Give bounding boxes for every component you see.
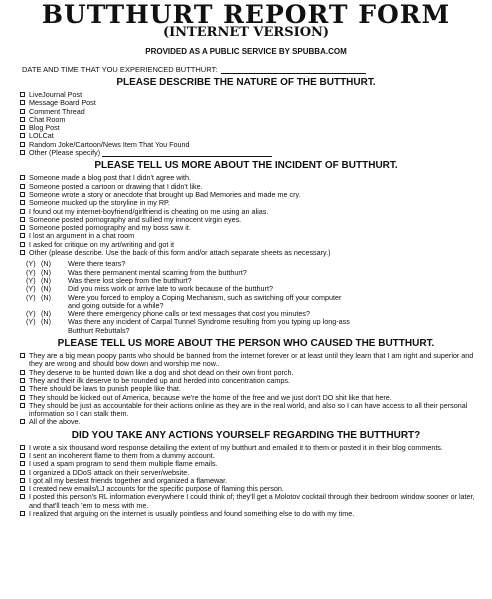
checkbox-label: I wrote a six thousand word response detailing the extent of my butthurt and emailed it to them or posted it in their blog comments. — [29, 442, 443, 452]
checkbox-item[interactable] — [20, 108, 484, 116]
checkbox-icon[interactable] — [20, 175, 25, 180]
nature-list — [8, 91, 484, 157]
checkbox-label: They and their ilk deserve to be rounded up and herded into concentration camps. — [29, 375, 290, 385]
checkbox-label: LOLCat — [29, 131, 54, 141]
no-option[interactable]: (N) — [41, 309, 51, 319]
section-header-nature: PLEASE DESCRIBE THE NATURE OF THE BUTTHURT. — [116, 77, 376, 88]
checkbox-icon[interactable] — [20, 133, 25, 138]
checkbox-icon[interactable] — [20, 494, 25, 499]
checkbox-label: Someone posted a cartoon or drawing that I didn't like. — [29, 181, 203, 191]
checkbox-item[interactable] — [20, 116, 484, 124]
yn-question-continued — [26, 327, 484, 335]
checkbox-icon[interactable] — [20, 117, 25, 122]
checkbox-label: Someone mucked up the storyline in my RP. — [29, 198, 170, 208]
yes-option[interactable]: (Y) — [26, 275, 36, 285]
checkbox-icon[interactable] — [20, 445, 25, 450]
checkbox-icon[interactable] — [20, 109, 25, 114]
other-specify-field[interactable] — [102, 150, 272, 157]
datetime-label: DATE AND TIME THAT YOU EXPERIENCED BUTTHURT: — [22, 65, 218, 74]
no-option[interactable]: (N) — [41, 259, 51, 269]
checkbox-label: All of the above. — [29, 417, 81, 427]
checkbox-label: Someone posted pornography and sullied my innocent virgin eyes. — [29, 214, 242, 224]
checkbox-icon[interactable] — [20, 353, 25, 358]
checkbox-icon[interactable] — [20, 150, 25, 155]
checkbox-icon[interactable] — [20, 478, 25, 483]
checkbox-icon[interactable] — [20, 378, 25, 383]
checkbox-icon[interactable] — [20, 453, 25, 458]
no-option[interactable]: (N) — [41, 317, 51, 327]
checkbox-label: I used a spam program to send them multiple flame emails. — [29, 459, 218, 469]
yes-option[interactable]: (Y) — [26, 309, 36, 319]
section-header-actions: DID YOU TAKE ANY ACTIONS YOURSELF REGARDING THE BUTTHURT? — [71, 429, 421, 441]
checkbox-label: They should be just as accountable for their actions online as they are in the real world, and also so I can have access to all their personal information so I can stalk them. — [29, 400, 468, 419]
yes-option[interactable]: (Y) — [26, 284, 36, 294]
question-text: and going outside for a while? — [68, 300, 164, 310]
checkbox-icon[interactable] — [20, 250, 25, 255]
incident-list — [8, 174, 484, 257]
checkbox-item[interactable] — [20, 124, 484, 132]
checkbox-label: Blog Post — [29, 123, 60, 133]
checkbox-icon[interactable] — [20, 403, 25, 408]
checkbox-icon[interactable] — [20, 486, 25, 491]
checkbox-label: They deserve to be hunted down like a dog and shot dead on their own front porch. — [29, 367, 294, 377]
question-text: Were there emergency phone calls or text messages that cost you minutes? — [68, 309, 310, 319]
person-list — [8, 352, 484, 427]
yes-option[interactable]: (Y) — [26, 292, 36, 302]
checkbox-label: I created new emails/LJ accounts for the specific purpose of flaming this person. — [29, 484, 284, 494]
question-text: Was there lost sleep from the butthurt? — [68, 275, 192, 285]
checkbox-icon[interactable] — [20, 470, 25, 475]
yes-option[interactable]: (Y) — [26, 317, 36, 327]
checkbox-icon[interactable] — [20, 125, 25, 130]
checkbox-label: I asked for critique on my art/writing and got it — [29, 239, 175, 249]
question-text: Was there permanent mental scarring from the butthurt? — [68, 267, 247, 277]
checkbox-label: They should be kicked out of America, because we're the home of the free and we just don't DO shit like that here. — [29, 392, 392, 402]
no-option[interactable]: (N) — [41, 267, 51, 277]
checkbox-icon[interactable] — [20, 209, 25, 214]
checkbox-item[interactable] — [20, 510, 484, 518]
form-title: BUTTHURT REPORT FORM — [41, 0, 451, 29]
actions-list — [8, 444, 484, 519]
checkbox-label: Random Joke/Cartoon/News Item That You Found — [29, 139, 190, 149]
no-option[interactable]: (N) — [41, 284, 51, 294]
checkbox-item-other[interactable] — [20, 149, 484, 157]
checkbox-icon[interactable] — [20, 184, 25, 189]
checkbox-item[interactable] — [20, 352, 484, 369]
checkbox-icon[interactable] — [20, 511, 25, 516]
checkbox-item[interactable] — [20, 418, 484, 426]
no-option[interactable]: (N) — [41, 275, 51, 285]
checkbox-icon[interactable] — [20, 233, 25, 238]
checkbox-label: Comment Thread — [29, 106, 85, 116]
checkbox-icon[interactable] — [20, 386, 25, 391]
checkbox-icon[interactable] — [20, 217, 25, 222]
checkbox-item[interactable] — [20, 402, 484, 419]
checkbox-label: LiveJournal Post — [29, 90, 83, 99]
datetime-row — [22, 65, 484, 74]
question-text: Were there tears? — [68, 259, 126, 269]
checkbox-label: Chat Room — [29, 114, 66, 124]
checkbox-icon[interactable] — [20, 225, 25, 230]
checkbox-label: Message Board Post — [29, 98, 96, 108]
checkbox-label: Someone posted pornography and my boss saw it. — [29, 223, 191, 233]
service-note: PROVIDED AS A PUBLIC SERVICE BY SPUBBA.COM — [145, 47, 347, 56]
question-text: Did you miss work or arrive late to work because of the butthurt? — [68, 284, 273, 294]
checkbox-icon[interactable] — [20, 419, 25, 424]
checkbox-label: I realized that arguing on the internet is usually pointless and found something else to do with my time. — [29, 509, 355, 519]
checkbox-icon[interactable] — [20, 242, 25, 247]
yes-no-questions — [8, 260, 484, 335]
datetime-field[interactable] — [221, 65, 366, 74]
checkbox-label: They are a big mean poopy pants who should be banned from the internet forever or at least until they learn that I am right and superior and they are wrong and should bow down and worship me now.. — [29, 351, 474, 369]
question-text: Butthurt Rebuttals? — [68, 325, 130, 335]
checkbox-label: I organized a DDoS attack on their server/website. — [29, 467, 190, 477]
checkbox-item[interactable] — [20, 493, 484, 510]
checkbox-label: I sent an incoherent flame to them from a dummy account. — [29, 450, 215, 460]
checkbox-icon[interactable] — [20, 92, 25, 97]
question-text: Was there any incident of Carpal Tunnel Syndrome resulting from you typing up long-ass — [68, 317, 350, 327]
yes-option[interactable]: (Y) — [26, 259, 36, 269]
checkbox-label: Someone wrote a story or anecdote that brought up Bad Memories and made me cry. — [29, 189, 301, 199]
checkbox-label: I posted this person's RL information everywhere I could think of; they'll get a Molotov cocktail through their bedroom window sooner or later, and that'll teach 'em to mess with me. — [29, 492, 475, 510]
checkbox-icon[interactable] — [20, 370, 25, 375]
no-option[interactable]: (N) — [41, 292, 51, 302]
checkbox-icon[interactable] — [20, 142, 25, 147]
form-subtitle: (INTERNET VERSION) — [162, 25, 330, 40]
checkbox-icon[interactable] — [20, 192, 25, 197]
checkbox-icon[interactable] — [20, 461, 25, 466]
checkbox-icon[interactable] — [20, 200, 25, 205]
checkbox-icon[interactable] — [20, 100, 25, 105]
checkbox-icon[interactable] — [20, 395, 25, 400]
checkbox-label: I got all my bestest friends together and organized a flamewar. — [29, 475, 228, 485]
checkbox-label: There should be laws to punish people like that. — [29, 384, 181, 394]
checkbox-label: Other (please describe. Use the back of this form and/or attach separate sheets as necessary.) — [29, 248, 331, 258]
section-header-incident: PLEASE TELL US MORE ABOUT THE INCIDENT OF BUTTHURT. — [94, 160, 398, 172]
question-text: Were you forced to employ a Coping Mechanism, such as switching off your computer — [68, 292, 342, 302]
yes-option[interactable]: (Y) — [26, 267, 36, 277]
checkbox-label: Other (Please specify) — [29, 148, 101, 158]
checkbox-item[interactable] — [20, 249, 484, 257]
checkbox-label: I lost an argument in a chat room — [29, 231, 135, 241]
checkbox-label: I found out my internet-boyfriend/girlfriend is cheating on me using an alias. — [29, 206, 269, 216]
checkbox-item[interactable] — [20, 99, 484, 107]
section-header-person: PLEASE TELL US MORE ABOUT THE PERSON WHO CAUSED THE BUTTHURT. — [57, 338, 435, 350]
checkbox-label: Someone made a blog post that I didn't agree with. — [29, 173, 191, 183]
